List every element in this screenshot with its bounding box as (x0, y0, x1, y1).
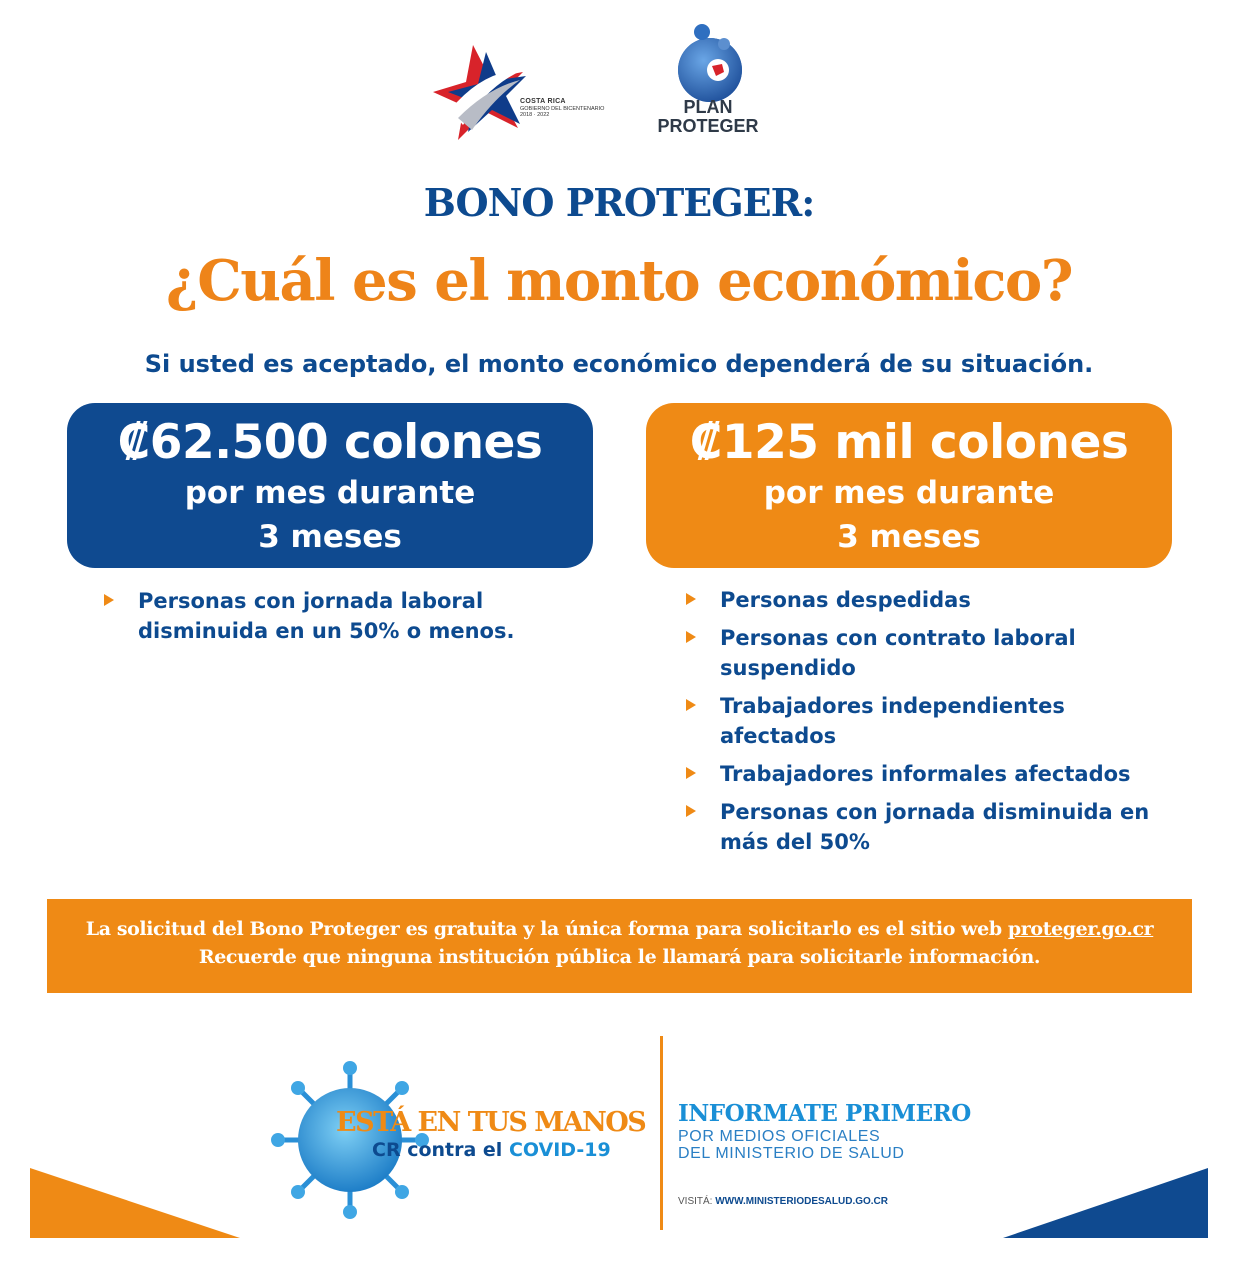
notice-banner (47, 899, 1192, 993)
card-period: por mes durante (184, 475, 476, 511)
triangle-bullet-icon (686, 805, 696, 817)
list-item (104, 586, 564, 646)
card-duration: 3 meses (258, 519, 402, 555)
notice-line2: Recuerde que ninguna institución pública le llamará para solicitarle información. (198, 946, 1041, 968)
ministry-url-link[interactable]: WWW.MINISTERIODESALUD.GO.CR (715, 1196, 889, 1207)
list-item-text: Personas con contrato laboral suspendido (720, 626, 1076, 680)
card-amount: ₡62.500 colones (117, 415, 543, 470)
slogan-line1: ESTÁ EN TUS MANOS (336, 1107, 646, 1138)
star-logo-icon (428, 40, 618, 150)
info-line2: POR MEDIOS OFICIALES (678, 1128, 881, 1145)
plan-logo-text (646, 98, 770, 136)
gov-logo-text (520, 98, 604, 119)
card-amount: ₡125 mil colones (689, 415, 1129, 470)
list-item-text: Personas con jornada disminuida en más del 50% (720, 800, 1150, 854)
list-item-text: Trabajadores independientes afectados (720, 694, 1065, 748)
proteger-link[interactable]: proteger.go.cr (1007, 918, 1154, 940)
ministry-info (678, 1100, 971, 1162)
list-item (686, 797, 1186, 857)
main-question: ¿Cuál es el monto económico? (165, 248, 1073, 314)
footer-divider (660, 1036, 663, 1230)
orange-corner-decoration (30, 1168, 240, 1238)
triangle-bullet-icon (104, 594, 114, 606)
triangle-bullet-icon (686, 593, 696, 605)
eligibility-list-orange (686, 585, 1186, 865)
info-line3: DEL MINISTERIO DE SALUD (678, 1145, 905, 1162)
visit-line (678, 1196, 888, 1207)
plan-logo-line1: PLAN (683, 97, 733, 117)
info-title: INFORMATE PRIMERO (678, 1100, 971, 1127)
gov-logo-line1: COSTA RICA (520, 98, 566, 105)
blue-corner-decoration (1003, 1168, 1208, 1238)
slogan-line2-text: CR contra el (372, 1139, 509, 1161)
eligibility-list-blue (104, 586, 564, 654)
card-duration: 3 meses (837, 519, 981, 555)
bono-title: BONO PROTEGER: (423, 180, 815, 225)
visit-label: VISITÁ: (678, 1196, 716, 1207)
gov-logo-line3: 2018 · 2022 (520, 112, 550, 119)
list-item (686, 759, 1186, 789)
list-item (686, 623, 1186, 683)
list-item (686, 585, 1186, 615)
plan-logo-line2: PROTEGER (657, 116, 759, 136)
slogan-covid-highlight: COVID-19 (508, 1139, 611, 1161)
notice-line1 (47, 915, 1192, 943)
slogan-line2 (372, 1138, 645, 1162)
subtitle: Si usted es aceptado, el monto económico dependerá de su situación. (144, 350, 1094, 378)
notice-line1-text: La solicitud del Bono Proteger es gratuita y la única forma para solicitarlo es el sitio web (85, 918, 1008, 940)
gov-logo-line2: GOBIERNO DEL BICENTENARIO (520, 106, 605, 113)
header-logos (0, 20, 1238, 140)
triangle-bullet-icon (686, 767, 696, 779)
triangle-bullet-icon (686, 699, 696, 711)
campaign-slogan (336, 1108, 645, 1162)
list-item (686, 691, 1186, 751)
amount-card-orange (646, 403, 1172, 568)
list-item-text: Personas con jornada laboral disminuida en un 50% o menos. (138, 589, 515, 643)
triangle-bullet-icon (686, 631, 696, 643)
amount-card-blue (67, 403, 593, 568)
list-item-text: Trabajadores informales afectados (720, 762, 1131, 786)
list-item-text: Personas despedidas (720, 588, 971, 612)
card-period: por mes durante (763, 475, 1055, 511)
